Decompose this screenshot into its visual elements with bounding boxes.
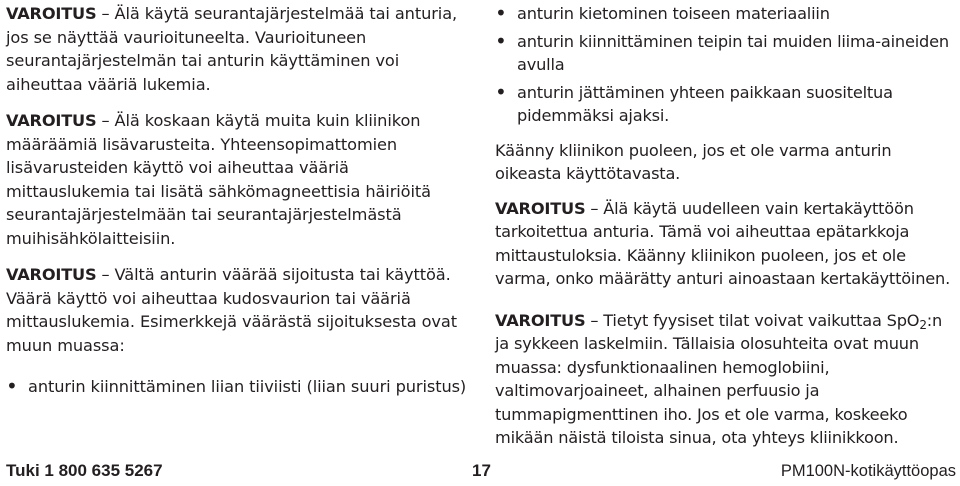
spo2-label: SpO (886, 310, 920, 330)
warning-label: VAROITUS (495, 310, 586, 330)
consult-clinician-text: Käänny kliinikon puoleen, jos et ole varma anturin oikeasta käyttötavasta. (495, 140, 892, 183)
warning-label: VAROITUS (495, 198, 586, 218)
warning-text: – Tietyt fyysiset tilat voivat vaikuttaa (585, 310, 887, 330)
warning-text: – Älä käytä uudelleen vain kertakäyttöön tarkoitettua anturia. Tämä voi aiheuttaa epätarkkoja mittaustuloksia. Käänny kliinikon puoleen, jos et ole varma, onko määrätty anturi ainoastaan kertakäyttöinen. (495, 198, 951, 288)
warning-label: VAROITUS (6, 4, 97, 23)
list-item (495, 30, 957, 77)
warning-accessories (6, 109, 468, 250)
list-item (6, 375, 468, 400)
page-number: 17 (472, 461, 491, 480)
warning-placement (6, 263, 468, 357)
bullet-icon (495, 30, 517, 77)
bullet-icon (495, 81, 517, 128)
right-column (495, 0, 957, 450)
support-phone: Tuki 1 800 635 5267 (6, 461, 163, 480)
list-item (495, 2, 957, 27)
list-item-text: anturin kietominen toiseen materiaaliin (517, 4, 830, 23)
list-item-text: anturin kiinnittäminen liian tiiviisti (liian suuri puristus) (28, 377, 467, 396)
bullet-icon (6, 375, 28, 400)
warning-label: VAROITUS (6, 265, 97, 284)
warning-damaged-sensor (6, 2, 468, 96)
left-column (6, 0, 468, 400)
warning-single-use (495, 197, 957, 291)
warning-text: – Vältä anturin väärää sijoitusta tai käyttöä. Väärä käyttö voi aiheuttaa kudosvaurion tai vääriä mittauslukemia. Esimerkkejä väärästä sijoituksesta ovat muun muassa: (6, 265, 457, 355)
list-item (495, 81, 957, 128)
warning-text: – Älä käytä seurantajärjestelmää tai anturia, jos se näyttää vaurioituneelta. Vaurioituneen seurantajärjestelmän tai anturin käyttäminen voi aiheuttaa vääriä lukemia. (6, 4, 458, 94)
bullet-icon (495, 2, 517, 27)
warning-text: – Älä koskaan käytä muita kuin kliinikon määräämiä lisävarusteita. Yhteensopimattomien lisävarusteiden käyttö voi aiheuttaa vääriä mittauslukemia tai lisätä sähkömagneettisia häiriöitä seurantajärjestelmään tai seurantajärjestelmästä muihisähkölaitteisiin. (6, 111, 431, 248)
list-item-text: anturin kiinnittäminen teipin tai muiden liima-aineiden avulla (517, 31, 949, 74)
warning-label: VAROITUS (6, 111, 97, 130)
page-footer (0, 459, 960, 486)
warning-physical-conditions (495, 309, 957, 450)
spo2-subscript: 2 (919, 317, 927, 332)
guide-title: PM100N-kotikäyttöopas (780, 462, 956, 480)
warning-text: :n ja sykkeen laskelmiin. Tällaisia olosuhteita ovat muun muassa: dysfunktionaalinen hemoglobiini, valtimovarjoaineet, alhainen perfuusio ja tummapigmenttinen iho. Jos et ole varma, koskeeko mikään näistä tiloista sinua, ota yhteys kliinikkoon. (495, 310, 943, 447)
list-item-text: anturin jättäminen yhteen paikkaan suositeltua pidemmäksi ajaksi. (517, 82, 893, 125)
